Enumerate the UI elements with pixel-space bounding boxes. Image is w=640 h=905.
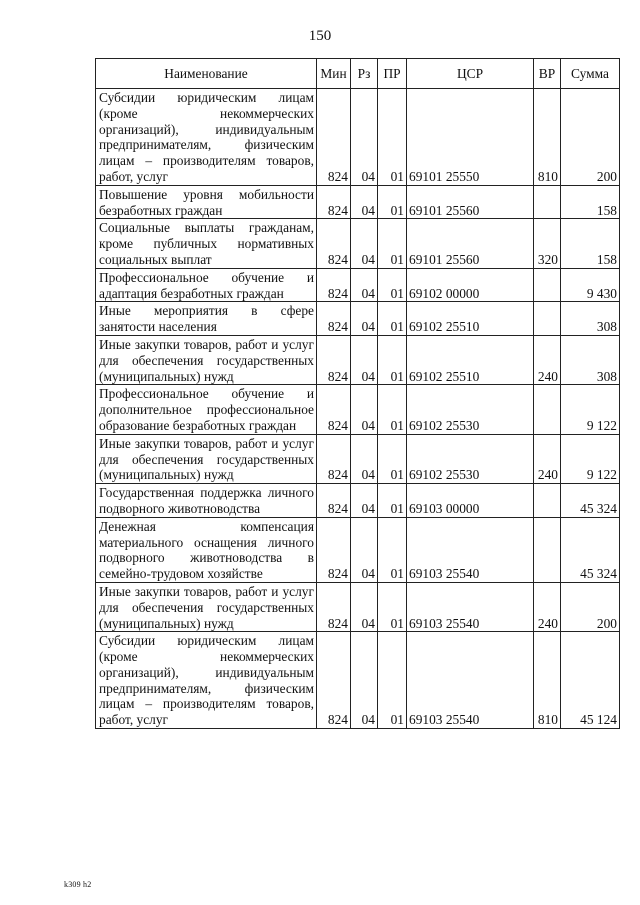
table-row	[96, 434, 620, 483]
row-csr: 69103 00000	[407, 484, 534, 518]
row-vr	[534, 185, 561, 219]
row-name: Иные закупки товаров, работ и услуг для обеспечения государственных (муниципальных) нужд	[96, 582, 317, 631]
row-min: 824	[317, 582, 351, 631]
row-min: 824	[317, 434, 351, 483]
row-csr: 69102 00000	[407, 268, 534, 302]
row-rz: 04	[351, 582, 378, 631]
row-min: 824	[317, 335, 351, 384]
row-rz: 04	[351, 632, 378, 729]
row-min: 824	[317, 484, 351, 518]
row-csr: 69102 25510	[407, 335, 534, 384]
page-number: 150	[308, 28, 332, 44]
header-name: Наименование	[96, 59, 317, 89]
row-rz: 04	[351, 219, 378, 268]
row-name: Иные мероприятия в сфере занятости населения	[96, 302, 317, 336]
table-row	[96, 582, 620, 631]
row-vr	[534, 517, 561, 582]
row-vr: 240	[534, 335, 561, 384]
row-name: Профессиональное обучение и адаптация безработных граждан	[96, 268, 317, 302]
row-rz: 04	[351, 484, 378, 518]
table-row	[96, 302, 620, 336]
row-rz: 04	[351, 517, 378, 582]
row-vr	[534, 385, 561, 434]
row-csr: 69102 25530	[407, 434, 534, 483]
row-pr: 01	[378, 219, 407, 268]
header-pr: ПР	[378, 59, 407, 89]
table-row	[96, 89, 620, 186]
table-row	[96, 268, 620, 302]
row-name: Субсидии юридическим лицам (кроме некоммерческих организаций), индивидуальным предпринимателям, физическим лицам – производителям товаров, работ, услуг	[96, 632, 317, 729]
row-rz: 04	[351, 268, 378, 302]
row-sum: 308	[561, 335, 620, 384]
row-csr: 69101 25560	[407, 219, 534, 268]
row-pr: 01	[378, 268, 407, 302]
row-sum: 45 324	[561, 484, 620, 518]
row-name: Денежная компенсация материального оснащения личного подворного животноводства в семейно-трудовом хозяйстве	[96, 517, 317, 582]
row-name: Субсидии юридическим лицам (кроме некоммерческих организаций), индивидуальным предпринимателям, физическим лицам – производителям товаров, работ, услуг	[96, 89, 317, 186]
table-row	[96, 219, 620, 268]
row-rz: 04	[351, 185, 378, 219]
table-header-row	[96, 59, 620, 89]
table-row	[96, 632, 620, 729]
row-rz: 04	[351, 335, 378, 384]
row-min: 824	[317, 89, 351, 186]
row-rz: 04	[351, 434, 378, 483]
row-name: Иные закупки товаров, работ и услуг для обеспечения государственных (муниципальных) нужд	[96, 434, 317, 483]
row-name: Социальные выплаты гражданам, кроме публичных нормативных социальных выплат	[96, 219, 317, 268]
row-min: 824	[317, 517, 351, 582]
row-name: Профессиональное обучение и дополнительное профессиональное образование безработных граждан	[96, 385, 317, 434]
row-sum: 308	[561, 302, 620, 336]
row-sum: 9 122	[561, 385, 620, 434]
row-min: 824	[317, 185, 351, 219]
row-vr: 240	[534, 582, 561, 631]
row-rz: 04	[351, 302, 378, 336]
row-pr: 01	[378, 302, 407, 336]
row-vr	[534, 484, 561, 518]
row-csr: 69103 25540	[407, 632, 534, 729]
row-pr: 01	[378, 632, 407, 729]
row-min: 824	[317, 302, 351, 336]
row-pr: 01	[378, 517, 407, 582]
row-pr: 01	[378, 335, 407, 384]
row-name: Повышение уровня мобильности безработных граждан	[96, 185, 317, 219]
row-sum: 45 324	[561, 517, 620, 582]
row-name: Государственная поддержка личного подворного животноводства	[96, 484, 317, 518]
row-name: Иные закупки товаров, работ и услуг для обеспечения государственных (муниципальных) нужд	[96, 335, 317, 384]
row-csr: 69102 25530	[407, 385, 534, 434]
row-vr	[534, 268, 561, 302]
table-row	[96, 517, 620, 582]
row-pr: 01	[378, 484, 407, 518]
row-rz: 04	[351, 89, 378, 186]
footer-code: k309 h2	[64, 880, 92, 889]
row-vr: 240	[534, 434, 561, 483]
row-csr: 69101 25550	[407, 89, 534, 186]
table-row	[96, 484, 620, 518]
table-row	[96, 335, 620, 384]
budget-table	[95, 58, 620, 729]
row-pr: 01	[378, 89, 407, 186]
row-csr: 69102 25510	[407, 302, 534, 336]
row-sum: 158	[561, 219, 620, 268]
table-row	[96, 185, 620, 219]
row-pr: 01	[378, 582, 407, 631]
row-sum: 9 430	[561, 268, 620, 302]
row-sum: 200	[561, 89, 620, 186]
row-csr: 69103 25540	[407, 517, 534, 582]
row-vr: 810	[534, 89, 561, 186]
row-sum: 45 124	[561, 632, 620, 729]
row-min: 824	[317, 385, 351, 434]
row-csr: 69103 25540	[407, 582, 534, 631]
header-rz: Рз	[351, 59, 378, 89]
header-min: Мин	[317, 59, 351, 89]
row-min: 824	[317, 268, 351, 302]
row-sum: 9 122	[561, 434, 620, 483]
table-row	[96, 385, 620, 434]
row-min: 824	[317, 219, 351, 268]
row-sum: 158	[561, 185, 620, 219]
row-pr: 01	[378, 385, 407, 434]
row-vr: 320	[534, 219, 561, 268]
header-csr: ЦСР	[407, 59, 534, 89]
table-body	[96, 89, 620, 729]
row-rz: 04	[351, 385, 378, 434]
row-min: 824	[317, 632, 351, 729]
row-pr: 01	[378, 434, 407, 483]
row-vr: 810	[534, 632, 561, 729]
row-vr	[534, 302, 561, 336]
header-sum: Сумма	[561, 59, 620, 89]
header-vr: ВР	[534, 59, 561, 89]
row-sum: 200	[561, 582, 620, 631]
row-pr: 01	[378, 185, 407, 219]
row-csr: 69101 25560	[407, 185, 534, 219]
